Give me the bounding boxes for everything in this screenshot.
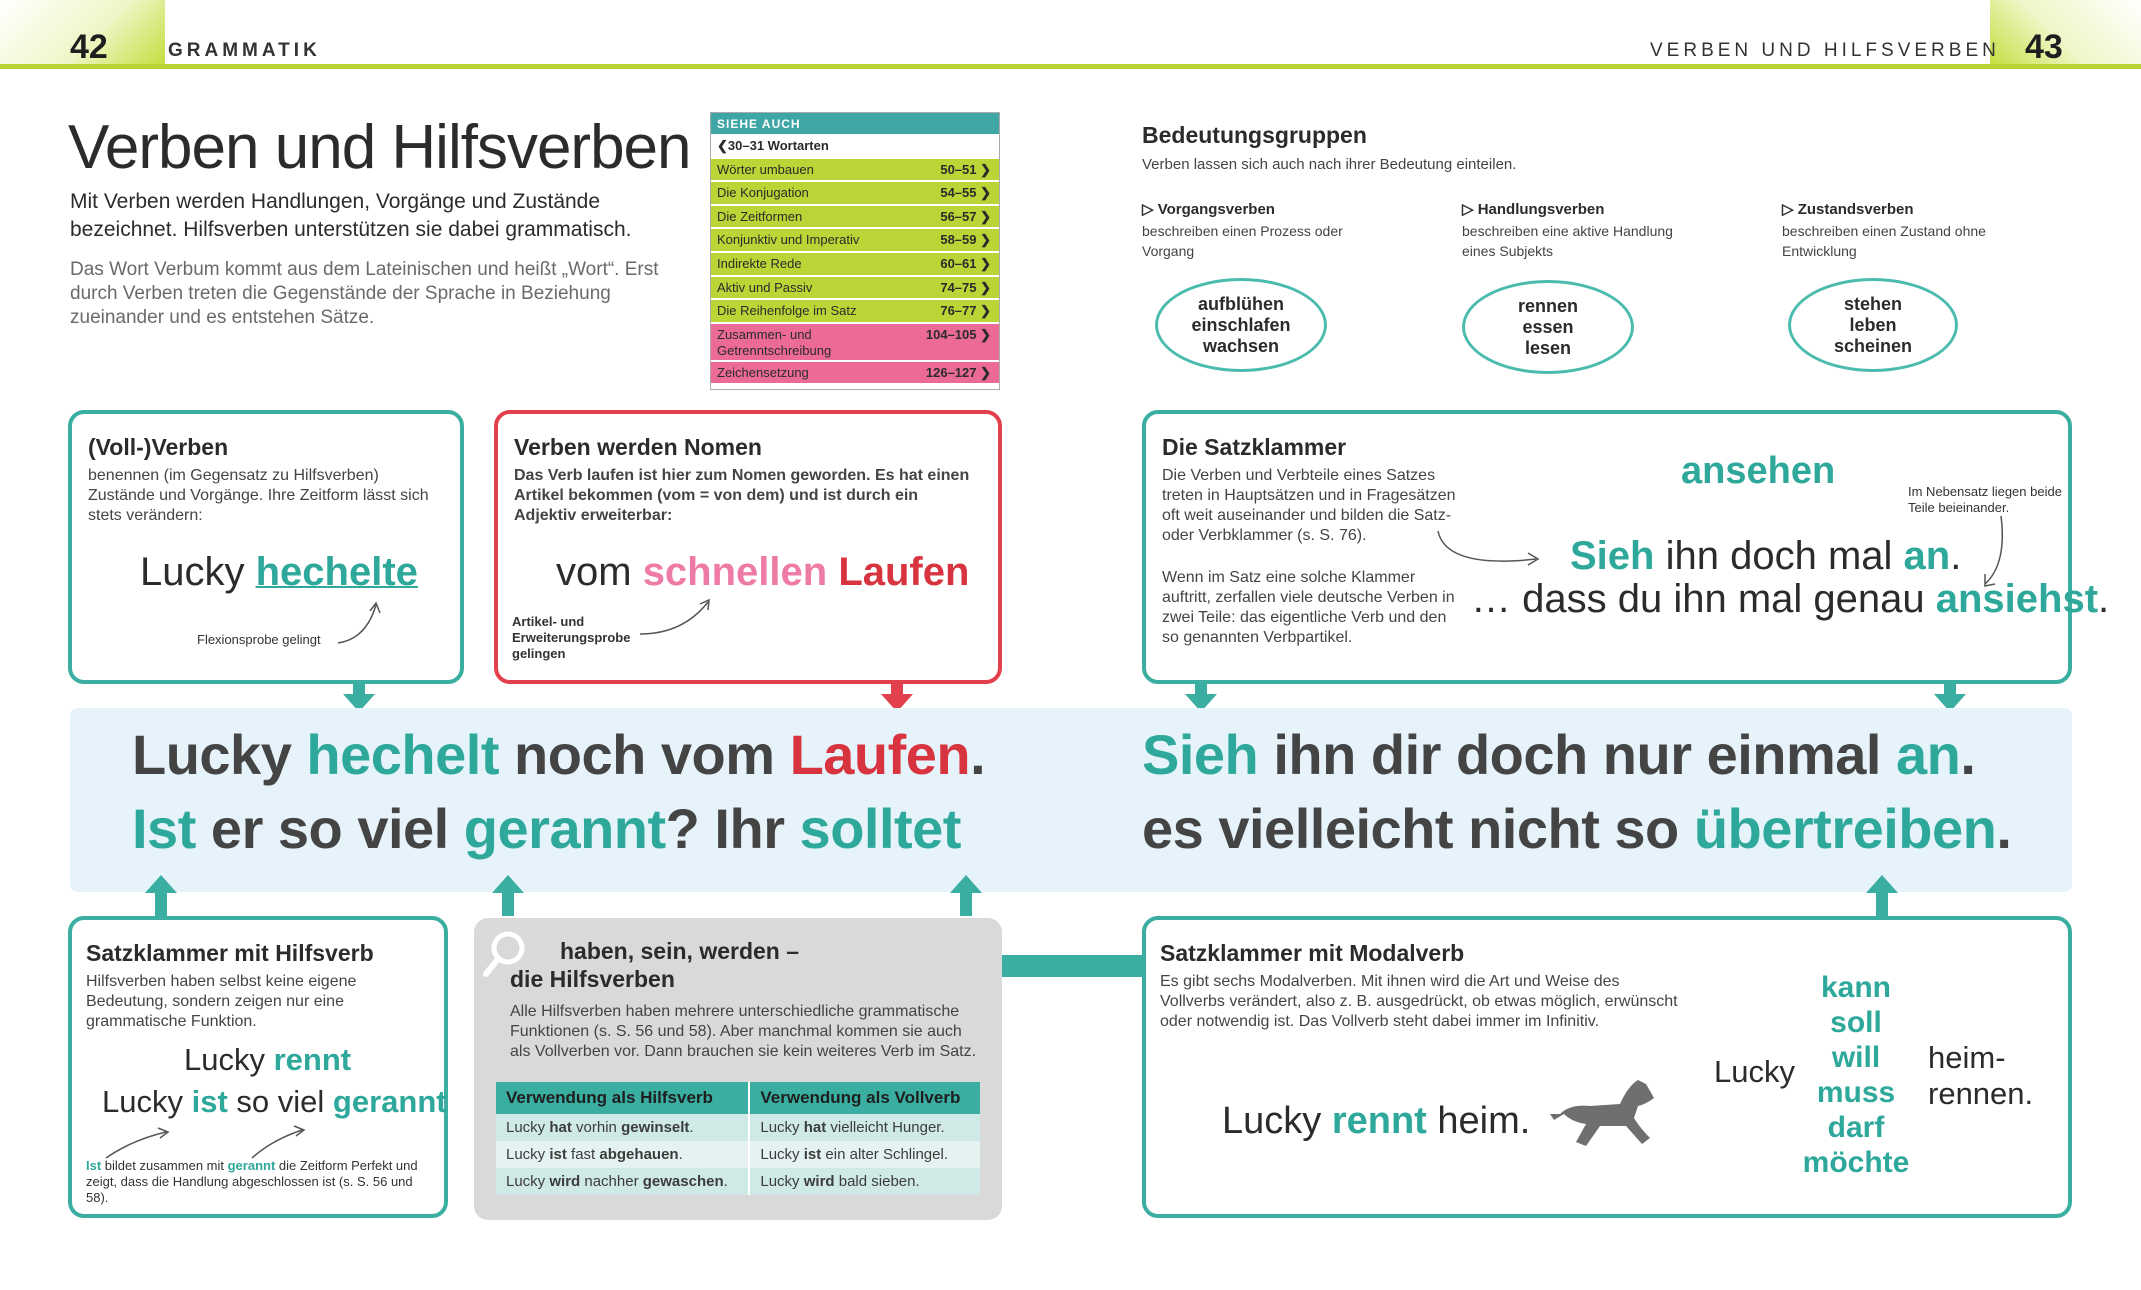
example-sentence (140, 550, 418, 595)
see-also-item[interactable] (711, 277, 999, 300)
section-left: GRAMMATIK (168, 40, 321, 61)
group-word: lesen (1524, 337, 1572, 358)
group-oval (1155, 278, 1327, 372)
see-also-label: Die Konjugation (717, 185, 809, 201)
see-also-box (710, 112, 1000, 390)
example-word: Lucky (102, 1084, 192, 1119)
page-number-left: 42 (70, 28, 108, 66)
box-title: (Voll-)Verben (88, 434, 229, 460)
modal-verb: muss (1816, 1076, 1896, 1109)
group-word: scheinen (1833, 335, 1913, 356)
modal-subject: Lucky (1714, 1054, 1795, 1089)
meaning-groups-subtitle: Verben lassen sich auch nach ihrer Bedeutung einteilen. (1142, 156, 1517, 173)
modal-verb: möchte (1802, 1146, 1910, 1179)
note-highlight: Ist (86, 1158, 102, 1173)
hilfsverben-panel (474, 918, 1002, 1220)
annotation-arrow-icon (638, 594, 718, 644)
see-also-item[interactable] (711, 300, 999, 323)
modal-infinitive (1928, 1040, 2033, 1112)
see-also-label: Indirekte Rede (717, 255, 802, 271)
box-text: Hilfsverben haben selbst keine eigene Bedeutung, sondern zeigen nur eine grammatische Funktion. (86, 973, 357, 1030)
note-highlight: gerannt (227, 1158, 276, 1173)
box-title: Die Satzklammer (1162, 434, 1347, 460)
example-verb: Sieh (1570, 534, 1655, 578)
band-word: . (970, 723, 986, 786)
example-word: so viel (227, 1084, 333, 1119)
modal-verb: will (1831, 1041, 1881, 1074)
example-text: . (2098, 577, 2110, 621)
group-word: stehen (1843, 293, 1903, 314)
band-word: . (1996, 797, 2012, 860)
annotation-note: Im Nebensatz liegen beide Teile beieinander. (1908, 484, 2062, 515)
example-text: … dass du ihn mal genau (1471, 577, 1936, 621)
example-noun: Laufen (838, 550, 970, 594)
see-also-pages: 60–61 ❯ (940, 255, 991, 271)
table-row (496, 1114, 980, 1141)
box-title: Verben werden Nomen (514, 434, 762, 460)
annotation-note (86, 1158, 431, 1206)
dog-icon (1550, 1074, 1660, 1154)
see-also-item[interactable] (711, 206, 999, 229)
example-verb: hechelte (255, 550, 418, 594)
group-description: beschreiben einen Zustand ohne Entwicklung (1782, 223, 1986, 259)
column-header: Verwendung als Vollverb (749, 1082, 980, 1114)
intro-secondary-text: Das Wort Verbum kommt aus dem Lateinischen und heißt „Wort“. Erst durch Verben treten die Gegenstände der Sprache in Beziehung zueinander und es entstehen Sätze. (70, 259, 659, 328)
modal-verb-list (1796, 970, 1916, 1180)
example-article: vom (556, 550, 643, 594)
group-oval (1788, 278, 1958, 372)
arrow-up-icon (1866, 875, 1898, 893)
box-text: Die Verben und Verbteile eines Satzes treten in Hauptsätzen und in Fragesätzen oft weit auseinander und bilden die Satz- oder Verbklammer (s. S. 76). (1162, 467, 1456, 544)
annotation-arrow-icon (102, 1122, 332, 1162)
panel-title: haben, sein, werden – (560, 938, 800, 964)
arrow-up-icon (950, 875, 982, 893)
example-verb: ansiehst (1935, 577, 2099, 621)
example-auxiliary: ist (191, 1084, 228, 1119)
table-cell: Lucky ist ein alter Schlingel. (749, 1141, 980, 1168)
group-word: aufblühen (1198, 293, 1284, 314)
modalverb-box (1142, 916, 2072, 1218)
note-text: bildet zusammen mit (101, 1158, 228, 1173)
example-sentence-main (1570, 534, 1961, 579)
example-text: . (1950, 534, 1962, 578)
connector-stem (155, 892, 167, 916)
page-number-right: 43 (2025, 28, 2063, 66)
see-also-label: Konjunktiv und Imperativ (717, 232, 860, 248)
band-particle: an (1896, 723, 1961, 786)
band-word: Lucky (132, 723, 307, 786)
band-verb: übertreiben (1693, 797, 1997, 860)
column-header: Verwendung als Hilfsverb (496, 1082, 749, 1114)
section-right: VERBEN UND HILFSVERBEN (1650, 40, 2000, 61)
table-header-row (496, 1082, 980, 1114)
see-also-item[interactable] (711, 135, 999, 158)
annotation-arrow-icon (336, 599, 396, 649)
see-also-label: ❮30–31 Wortarten (717, 138, 829, 153)
band-word: es vielleicht nicht so (1142, 797, 1694, 860)
see-also-pages: 76–77 ❯ (940, 303, 991, 319)
group-heading: ▷ Zustandsverben (1782, 201, 1914, 218)
example-word: heim. (1426, 1100, 1531, 1142)
annotation-arrow-icon (1436, 529, 1556, 579)
arrow-up-icon (145, 875, 177, 893)
hilfsverb-box (68, 916, 448, 1218)
see-also-item[interactable] (711, 253, 999, 276)
usage-table (496, 1082, 980, 1195)
see-also-label: Aktiv und Passiv (717, 279, 813, 295)
band-verb: solltet (799, 797, 961, 860)
vollverben-box (68, 410, 464, 684)
example-sentence (184, 1042, 351, 1078)
see-also-pages: 54–55 ❯ (940, 185, 991, 201)
group-word: essen (1522, 316, 1574, 337)
infinitive-example: ansehen (1681, 450, 1836, 492)
group-word: rennen (1517, 295, 1578, 316)
header-right-accent (1990, 0, 2141, 68)
table-cell: Lucky wird nachher gewaschen. (496, 1168, 749, 1195)
box-text: Das Verb laufen ist hier zum Nomen geworden. Es hat einen Artikel bekommen (vom = von dem) und ist durch ein Adjektiv erweiterbar: (514, 467, 970, 524)
box-text: Es gibt sechs Modalverben. Mit ihnen wird die Art und Weise des Vollverbs verändert, also z. B. ausgedrückt, ob etwas möglich, erwünscht oder notwendig ist. Das Vollverb steht dabei immer im Infinitiv. (1160, 973, 1678, 1030)
see-also-pages: 58–59 ❯ (940, 232, 991, 248)
group-oval (1462, 280, 1634, 374)
nomen-box (494, 410, 1002, 684)
see-also-item[interactable] (711, 362, 999, 385)
see-also-item[interactable] (711, 324, 999, 361)
example-sentence-sub (1471, 577, 2109, 622)
see-also-heading: SIEHE AUCH (711, 113, 999, 134)
example-word: Lucky (1222, 1100, 1332, 1142)
table-cell: Lucky hat vorhin gewinselt. (496, 1114, 749, 1141)
band-word: noch vom (498, 723, 790, 786)
see-also-label: Zusammen- und Getrenntschreibung (717, 326, 832, 358)
band-verb: Ist (132, 797, 196, 860)
band-verb: hechelt (306, 723, 499, 786)
table-cell: Lucky hat vielleicht Hunger. (749, 1114, 980, 1141)
see-also-pages: 104–105 ❯ (925, 326, 991, 342)
page-title: Verben und Hilfsverben (68, 113, 691, 182)
see-also-label: Zeichensetzung (717, 364, 809, 380)
note-text: die Zeitform Perfekt und zeigt, dass die Handlung abgeschlossen ist (s. S. 56 und 58). (86, 1158, 418, 1205)
group-description: beschreiben einen Prozess oder Vorgang (1142, 223, 1343, 259)
see-also-pages: 126–127 ❯ (925, 364, 991, 380)
example-word: Lucky (184, 1042, 274, 1077)
see-also-pages: 50–51 ❯ (940, 161, 991, 177)
annotation-note: Artikel- und Erweiterungsprobe gelingen (512, 614, 631, 661)
table-cell: Lucky ist fast abgehauen. (496, 1141, 749, 1168)
band-word: . (1960, 723, 1976, 786)
group-word: einschlafen (1191, 314, 1291, 335)
see-also-label: Wörter umbauen (717, 161, 814, 177)
group-heading: ▷ Vorgangsverben (1142, 201, 1275, 218)
group-heading: ▷ Handlungsverben (1462, 201, 1605, 218)
box-text: Wenn im Satz eine solche Klammer auftritt, zerfallen viele deutsche Verben in zwei Teile: das eigentliche Verb und den so genannten Verbpartikel. (1162, 569, 1455, 646)
band-sentence (132, 722, 985, 787)
intro-text: Mit Verben werden Handlungen, Vorgänge und Zustände bezeichnet. Hilfsverben unterstützen sie dabei grammatisch. (70, 190, 632, 241)
example-word: Lucky (140, 550, 256, 594)
connector-bar (1000, 955, 1146, 977)
band-noun: Laufen (789, 723, 971, 786)
band-word: ? Ihr (665, 797, 800, 860)
modal-verb: soll (1830, 1006, 1882, 1039)
table-row (496, 1141, 980, 1168)
group-description: beschreiben eine aktive Handlung eines Subjekts (1462, 223, 1673, 259)
modal-verb: kann (1820, 971, 1892, 1004)
box-text: benennen (im Gegensatz zu Hilfsverben) Zustände und Vorgänge. Ihre Zeitform lässt sich stets verändern: (88, 467, 429, 524)
table-cell: Lucky wird bald sieben. (749, 1168, 980, 1195)
connector-stem (1876, 892, 1888, 916)
connector-stem (502, 892, 514, 916)
band-verb: gerannt (463, 797, 666, 860)
meaning-groups-title: Bedeutungsgruppen (1142, 122, 1367, 148)
panel-title: die Hilfsverben (510, 966, 675, 992)
band-word: ihn dir doch nur einmal (1258, 723, 1897, 786)
example-verb: rennt (1331, 1100, 1427, 1142)
panel-text: Alle Hilfsverben haben mehrere unterschiedliche grammatische Funktionen (s. S. 56 und 58). Aber manchmal kommen sie auch als Vollverben vor. Dann brauchen sie kein weiteres Verb im Satz. (510, 1003, 977, 1060)
example-sentence (102, 1084, 447, 1120)
band-sentence (132, 796, 961, 861)
example-phrase (556, 550, 969, 595)
modal-infinitive-part: rennen. (1928, 1076, 2034, 1111)
modal-infinitive-part: heim- (1928, 1040, 2006, 1075)
see-also-item[interactable] (711, 229, 999, 252)
example-adjective: schnellen (642, 550, 839, 594)
see-also-label: Die Reihenfolge im Satz (717, 303, 857, 319)
header-rule (0, 64, 2141, 69)
band-word: er so viel (195, 797, 464, 860)
example-sentence (1222, 1100, 1530, 1143)
satzklammer-box (1142, 410, 2110, 684)
band-sentence (1142, 722, 1975, 787)
example-verb: gerannt (332, 1084, 447, 1119)
box-title: Satzklammer mit Hilfsverb (86, 940, 374, 966)
modal-verb: darf (1827, 1111, 1885, 1144)
group-word: leben (1849, 314, 1897, 335)
see-also-item[interactable] (711, 159, 999, 182)
band-sentence (1142, 796, 2011, 861)
band-verb: Sieh (1142, 723, 1259, 786)
see-also-pages: 56–57 ❯ (940, 208, 991, 224)
group-word: wachsen (1202, 335, 1280, 356)
annotation-note: Flexionsprobe gelingt (197, 632, 321, 647)
example-verb: rennt (273, 1042, 352, 1077)
example-particle: an (1903, 534, 1951, 578)
see-also-item[interactable] (711, 182, 999, 205)
arrow-up-icon (492, 875, 524, 893)
see-also-pages: 74–75 ❯ (940, 279, 991, 295)
table-row (496, 1168, 980, 1195)
see-also-label: Die Zeitformen (717, 208, 803, 224)
example-text: ihn doch mal (1654, 534, 1904, 578)
connector-stem (960, 892, 972, 916)
box-title: Satzklammer mit Modalverb (1160, 940, 1465, 966)
